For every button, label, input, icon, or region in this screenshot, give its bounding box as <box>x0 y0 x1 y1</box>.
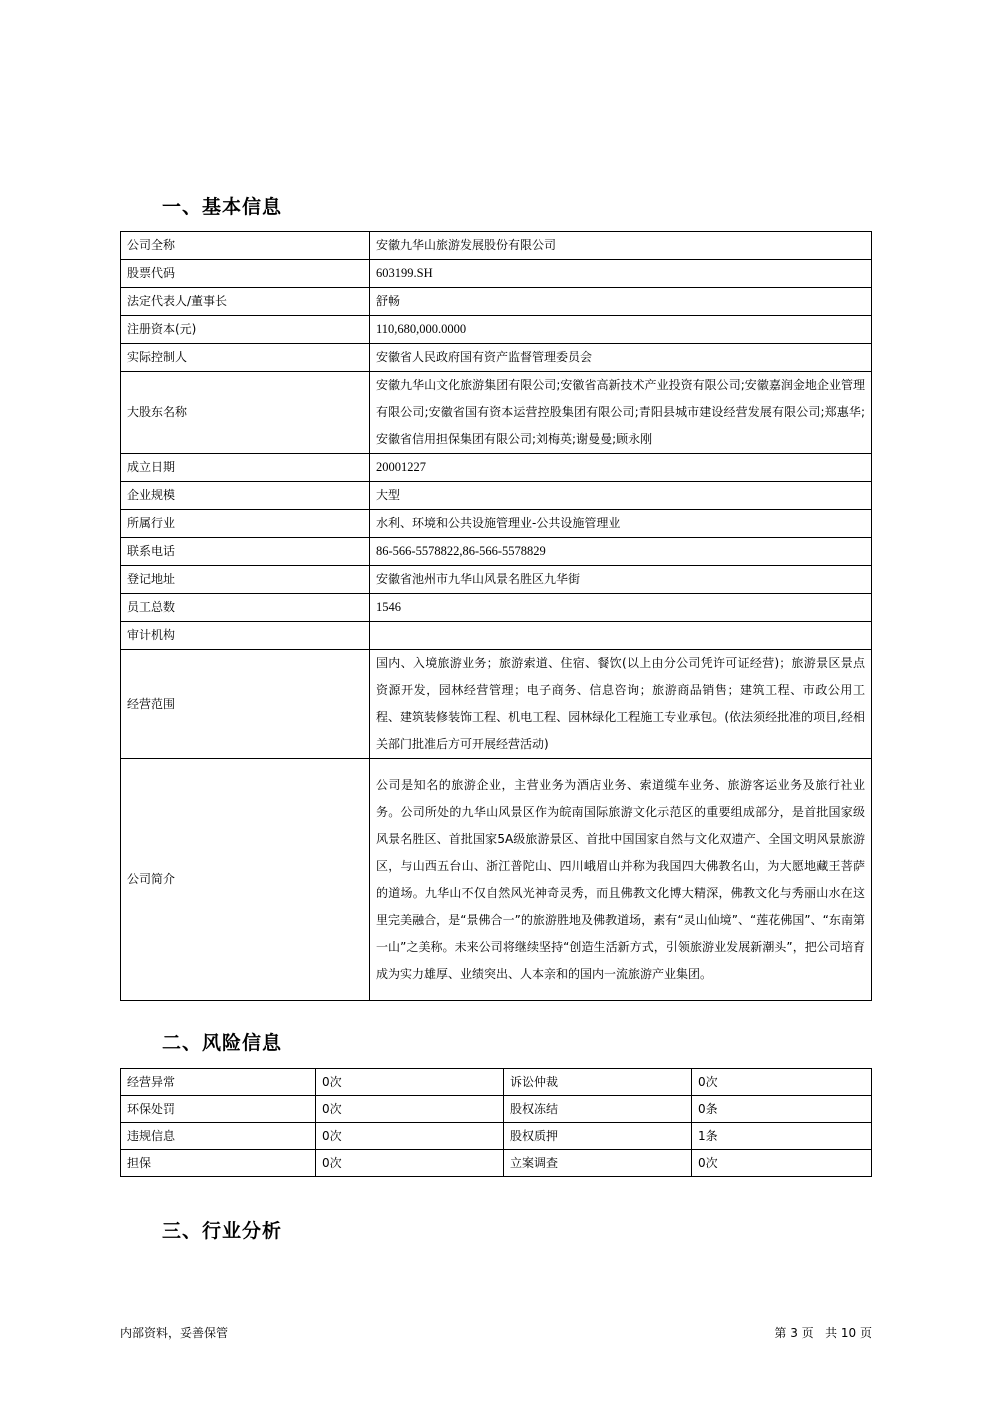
table-row <box>121 759 872 1001</box>
risk-value-cell: 0次 <box>316 1123 504 1150</box>
value-cell: 大型 <box>370 482 872 510</box>
value-cell: 国内、入境旅游业务；旅游索道、住宿、餐饮(以上由分公司凭许可证经营)；旅游景区景点资源开发，园林经营管理；电子商务、信息咨询；旅游商品销售；建筑工程、市政公用工程、建筑装修装饰工程、机电工程、园林绿化工程施工专业承包。(依法须经批准的项目,经相关部门批准后方可开展经营活动) <box>370 650 872 759</box>
table-row <box>121 1096 872 1123</box>
risk-value-cell: 0次 <box>692 1150 872 1177</box>
table-row <box>121 650 872 759</box>
label-cell: 注册资本(元) <box>121 316 370 344</box>
label-cell: 所属行业 <box>121 510 370 538</box>
risk-value-cell: 0次 <box>316 1096 504 1123</box>
table-row <box>121 1150 872 1177</box>
table-row <box>121 566 872 594</box>
value-cell: 舒畅 <box>370 288 872 316</box>
risk-value-cell: 0次 <box>316 1069 504 1096</box>
value-cell: 公司是知名的旅游企业，主营业务为酒店业务、索道缆车业务、旅游客运业务及旅行社业务。公司所处的九华山风景区作为皖南国际旅游文化示范区的重要组成部分，是首批国家级风景名胜区、首批国家5A级旅游景区、首批中国国家自然与文化双遗产、全国文明风景旅游区，与山西五台山、浙江普陀山、四川峨眉山并称为我国四大佛教名山，为大愿地藏王菩萨的道场。九华山不仅自然风光神奇灵秀，而且佛教文化博大精深，佛教文化与秀丽山水在这里完美融合，是“景佛合一”的旅游胜地及佛教道场，素有“灵山仙境”、“莲花佛国”、“东南第一山”之美称。未来公司将继续坚持“创造生活新方式，引领旅游业发展新潮头”，把公司培育成为实力雄厚、业绩突出、人本亲和的国内一流旅游产业集团。 <box>370 759 872 1001</box>
table-row <box>121 232 872 260</box>
risk-label-cell: 担保 <box>121 1150 316 1177</box>
value-cell: 安徽九华山文化旅游集团有限公司;安徽省高新技术产业投资有限公司;安徽嘉润金地企业管理有限公司;安徽省国有资本运营控股集团有限公司;青阳县城市建设经营发展有限公司;郑惠华;安徽省信用担保集团有限公司;刘梅英;谢曼曼;顾永刚 <box>370 372 872 454</box>
risk-value-cell: 0次 <box>316 1150 504 1177</box>
table-row <box>121 1123 872 1150</box>
table-row <box>121 510 872 538</box>
table-row <box>121 288 872 316</box>
label-cell: 联系电话 <box>121 538 370 566</box>
label-cell: 员工总数 <box>121 594 370 622</box>
label-cell: 成立日期 <box>121 454 370 482</box>
table-row <box>121 454 872 482</box>
risk-value-cell: 1条 <box>692 1123 872 1150</box>
footer-note: 内部资料，妥善保管 <box>120 1326 229 1340</box>
value-cell: 安徽九华山旅游发展股份有限公司 <box>370 232 872 260</box>
value-cell: 110,680,000.0000 <box>370 316 872 344</box>
table-row <box>121 538 872 566</box>
table-row <box>121 260 872 288</box>
label-cell: 法定代表人/董事长 <box>121 288 370 316</box>
value-cell: 水利、环境和公共设施管理业-公共设施管理业 <box>370 510 872 538</box>
risk-label-cell: 立案调查 <box>504 1150 692 1177</box>
table-row <box>121 372 872 454</box>
label-cell: 公司全称 <box>121 232 370 260</box>
section-title-industry: 三、行业分析 <box>162 1220 283 1242</box>
label-cell: 登记地址 <box>121 566 370 594</box>
risk-value-cell: 0条 <box>692 1096 872 1123</box>
basic-info-table <box>120 231 872 1001</box>
value-cell: 1546 <box>370 594 872 622</box>
value-cell: 安徽省池州市九华山风景名胜区九华街 <box>370 566 872 594</box>
risk-info-table <box>120 1068 872 1177</box>
label-cell: 经营范围 <box>121 650 370 759</box>
risk-value-cell: 0次 <box>692 1069 872 1096</box>
table-row <box>121 344 872 372</box>
risk-label-cell: 违规信息 <box>121 1123 316 1150</box>
value-cell: 86-566-5578822,86-566-5578829 <box>370 538 872 566</box>
table-row <box>121 1069 872 1096</box>
table-row <box>121 316 872 344</box>
table-row <box>121 482 872 510</box>
risk-label-cell: 股权质押 <box>504 1123 692 1150</box>
risk-label-cell: 股权冻结 <box>504 1096 692 1123</box>
label-cell: 审计机构 <box>121 622 370 650</box>
label-cell: 股票代码 <box>121 260 370 288</box>
label-cell: 公司简介 <box>121 759 370 1001</box>
value-cell: 20001227 <box>370 454 872 482</box>
label-cell: 大股东名称 <box>121 372 370 454</box>
label-cell: 企业规模 <box>121 482 370 510</box>
value-cell: 603199.SH <box>370 260 872 288</box>
table-row <box>121 594 872 622</box>
section-title-risk: 二、风险信息 <box>162 1032 283 1054</box>
section-title-basic: 一、基本信息 <box>162 196 283 218</box>
value-cell: 安徽省人民政府国有资产监督管理委员会 <box>370 344 872 372</box>
risk-label-cell: 诉讼仲裁 <box>504 1069 692 1096</box>
risk-label-cell: 环保处罚 <box>121 1096 316 1123</box>
risk-label-cell: 经营异常 <box>121 1069 316 1096</box>
value-cell <box>370 622 872 650</box>
table-row <box>121 622 872 650</box>
page-number: 第 3 页 共 10 页 <box>774 1326 872 1340</box>
label-cell: 实际控制人 <box>121 344 370 372</box>
